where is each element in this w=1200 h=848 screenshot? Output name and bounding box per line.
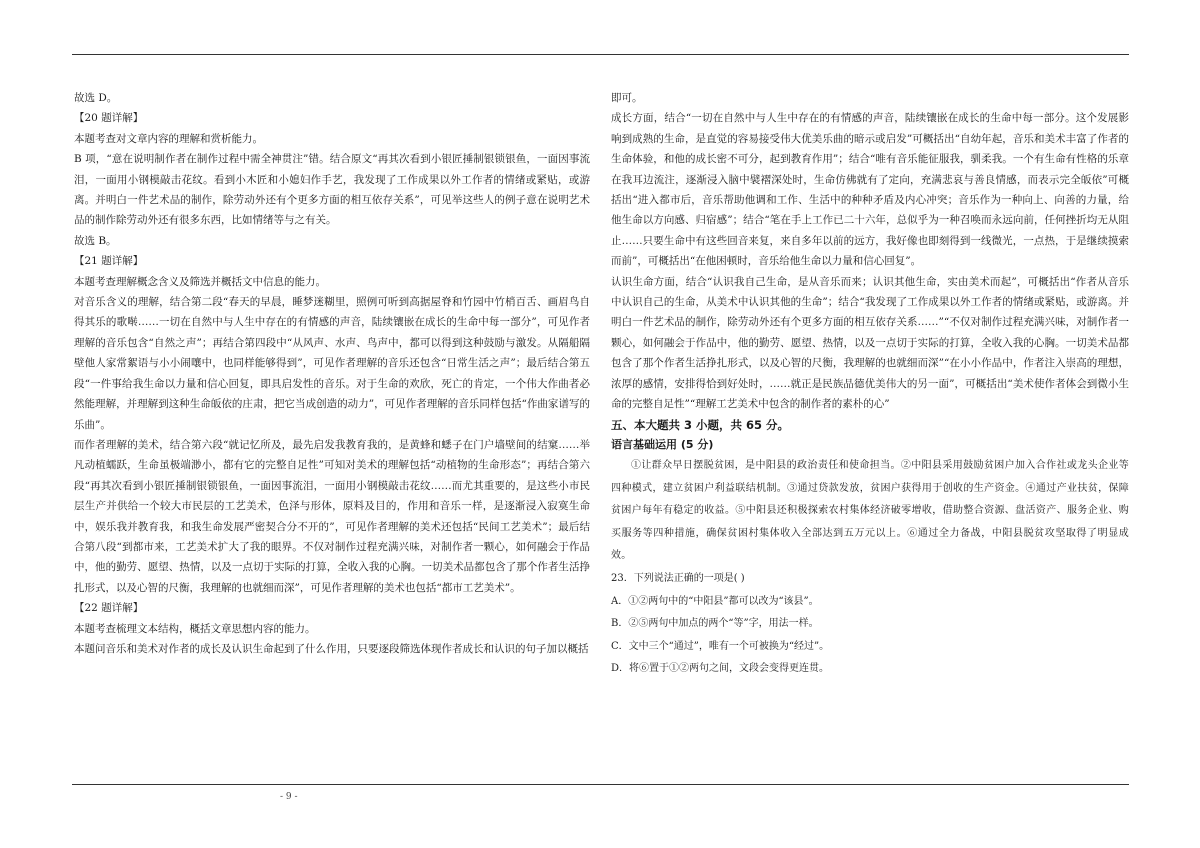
- paragraph: 对音乐含义的理解，结合第二段“春天的早晨，睡梦迷糊里，照例可听到高据屋脊和竹园中竹梢百舌、画眉鸟自得其乐的歌啭……一切在自然中与人生中存在的有情感的声音，陆续镶嵌在成长的生命中每一部分”，可见作者理解的音乐包含“自然之声”；再结合第四段中“从风声、水声、鸟声中，都可以得到这种鼓励与激发。从隔船隔壁他人家常絮语与小小闹嚷中，也同样能够得到”，可见作者理解的音乐还包含“日常生活之声”；最后结合第五段“一件事给我生命以力量和信心回复，即具启发性的音乐。对于生命的欢欣，死亡的肯定，一个伟大作曲者必然能理解，并理解到这种生命皈依的庄肃，把它当成创造的动力”，可见作者理解的音乐同样包括“作曲家谱写的乐曲”。: [74, 296, 590, 431]
- option-c: C．文中三个“通过”，唯有一个可被换为“经过”。: [611, 640, 830, 652]
- paragraph: 本题考查梳理文本结构，概括文章思想内容的能力。: [74, 622, 316, 635]
- passage-text: ①让群众早日摆脱贫困，是中阳县的政治责任和使命担当。②中阳县采用鼓励贫困户加入合作社或龙头企业等四种模式，建立贫困户利益联结机制。③通过贷款发放，贫困户获得用于创收的生产资金。④通过产业扶贫，保障贫困户每年有稳定的收益。⑤中阳县还积极探索农村集体经济破零增收，借助整合资源、盘活资产、服务企业、购买服务等四种措施，确保贫困村集体收入全部达到五万元以上。⑥通过全力备战，中阳县脱贫攻坚取得了明显成效。: [611, 460, 1129, 561]
- subsection-title: 语言基础运用 (5 分): [611, 437, 714, 451]
- paragraph: B 项，“意在说明制作者在制作过程中需全神贯注”错。结合原文“再其次看到小银匠捶制银锁银鱼，一面因事流泪，一面用小钢模敲击花纹。看到小木匠和小媳妇作手艺，我发现了工作成果以外工作者的情绪或紧贴，或游离。并明白一件艺术品的制作，除劳动外还有个更多方面的相互依存关系”，可见举这些人的例子意在说明艺术品的制作除劳动外还有很多东西，比如情绪等与之有关。: [74, 153, 590, 227]
- paragraph: 本题考查对文章内容的理解和赏析能力。: [74, 132, 263, 145]
- paragraph: 本题考查理解概念含义及筛选并概括文中信息的能力。: [74, 275, 326, 288]
- option-a: A．①②两句中的“中阳县”都可以改为“该县”。: [611, 595, 819, 607]
- paragraph: 故选 D。: [74, 92, 118, 104]
- footer-rule: [72, 784, 1129, 785]
- right-column: [611, 88, 1129, 679]
- paragraph: 本题问音乐和美术对作者的成长及认识生命起到了什么作用，只要逐段筛选体现作者成长和认识的句子加以概括: [74, 642, 589, 655]
- paragraph: 而作者理解的美术，结合第六段“就记忆所及，最先启发我教育我的，是黄蜂和蟋子在门户墙壁间的结窠……举凡动植蠕跃，生命虽极端渺小，都有它的完整自足性”可知对美术的理解包括“动植物的生命形态”；再结合第六段“再其次看到小银匠捶制银锁银鱼，一面因事流泪，一面用小钢模敲击花纹……而尤其重要的，是这些小市民层生产并供给一个较大市民层的工艺美术，色泽与形体，原料及目的，作用和音乐一样，是逐渐浸入寂寞生命中，娱乐我并教育我，和我生命发展严密契合分不开的”，可见作者理解的美术还包括“民间工艺美术”；最后结合第八段“到都市来，工艺美术扩大了我的眼界。不仅对制作过程充满兴味，对制作者一颗心，如何融会于作品中，他的勤劳、愿望、热情，以及一点切于实际的打算，全收入我的心胸。一切美术品都包含了那个作者生活挣扎形式，以及心智的尺衡，我理解的也就细而深”，可见作者理解的美术也包括“都市工艺美术”。: [74, 438, 590, 594]
- paragraph: 成长方面，结合“一切在自然中与人生中存在的有情感的声音，陆续镶嵌在成长的生命中每一部分。这个发展影响到成熟的生命，是直觉的容易接受伟大优美乐曲的暗示或启发”可概括出“自幼年起，音乐和美术丰富了作者的生命体验，和他的成长密不可分，起到教育作用”；结合“唯有音乐能征服我，驯柔我。一个有生命有性格的乐章在我耳边流注，逐渐浸入脑中襞褶深处时，生命仿佛就有了定向，充满悲哀与善良情感，而表示完全皈依”可概括出“进入都市后，音乐帮助他调和工作、生活中的种种矛盾及内心冲突；音乐作为一种向上、向善的力量，给他生命以方向感、归宿感”；结合“笔在手上工作已二十六年，总似乎为一种召唤而永远向前，任何挫折均无从阻止……只要生命中有这些回音来复，来自多年以前的远方，我好像也即刻得到一线微光，一点热，于是继续摸索而前”，可概括出“在他困顿时，音乐给他生命以力量和信心回复”。: [611, 112, 1129, 268]
- paragraph: 认识生命方面，结合“认识我自己生命，是从音乐而来；认识其他生命，实由美术而起”，可概括出“作者从音乐中认识自己的生命，从美术中认识其他的生命”；结合“我发现了工作成果以外工作者的情绪或紧贴，或游离。并明白一件艺术品的制作，除劳动外还有个更多方面的相互依存关系……”“不仅对制作过程充满兴味，对制作者一颗心，如何融会于作品中，他的勤劳、愿望、热情，以及一点切于实际的打算，全收入我的心胸。一切美术品都包含了那个作者生活挣扎形式，以及心智的尺衡，我理解的也就细而深”“在小小作品中，作者注入崇高的理想，浓厚的感情，安排得恰到好处时，……就正是民族品德优美伟大的另一面”，可概括出“美术使作者体会到微小生命的完整自足性”“理解工艺美术中包含的制作者的素朴的心”: [611, 275, 1129, 411]
- page-number: - 9 -: [280, 792, 298, 802]
- question-heading: 【21 题详解】: [74, 255, 144, 268]
- paragraph: 即可。: [611, 92, 643, 104]
- header-rule: [72, 54, 1129, 55]
- question-stem: 23．下列说法正确的一项是( ): [611, 573, 745, 585]
- section-title: 五、本大题共 3 小题，共 65 分。: [611, 417, 790, 432]
- option-d: D．将⑥置于①②两句之间，文段会变得更连贯。: [611, 662, 830, 674]
- left-column: [74, 88, 590, 659]
- paragraph: 故选 B。: [74, 234, 117, 247]
- option-b: B．②⑤两句中加点的两个“等”字，用法一样。: [611, 618, 819, 630]
- question-heading: 【20 题详解】: [74, 112, 144, 125]
- question-heading: 【22 题详解】: [74, 602, 144, 615]
